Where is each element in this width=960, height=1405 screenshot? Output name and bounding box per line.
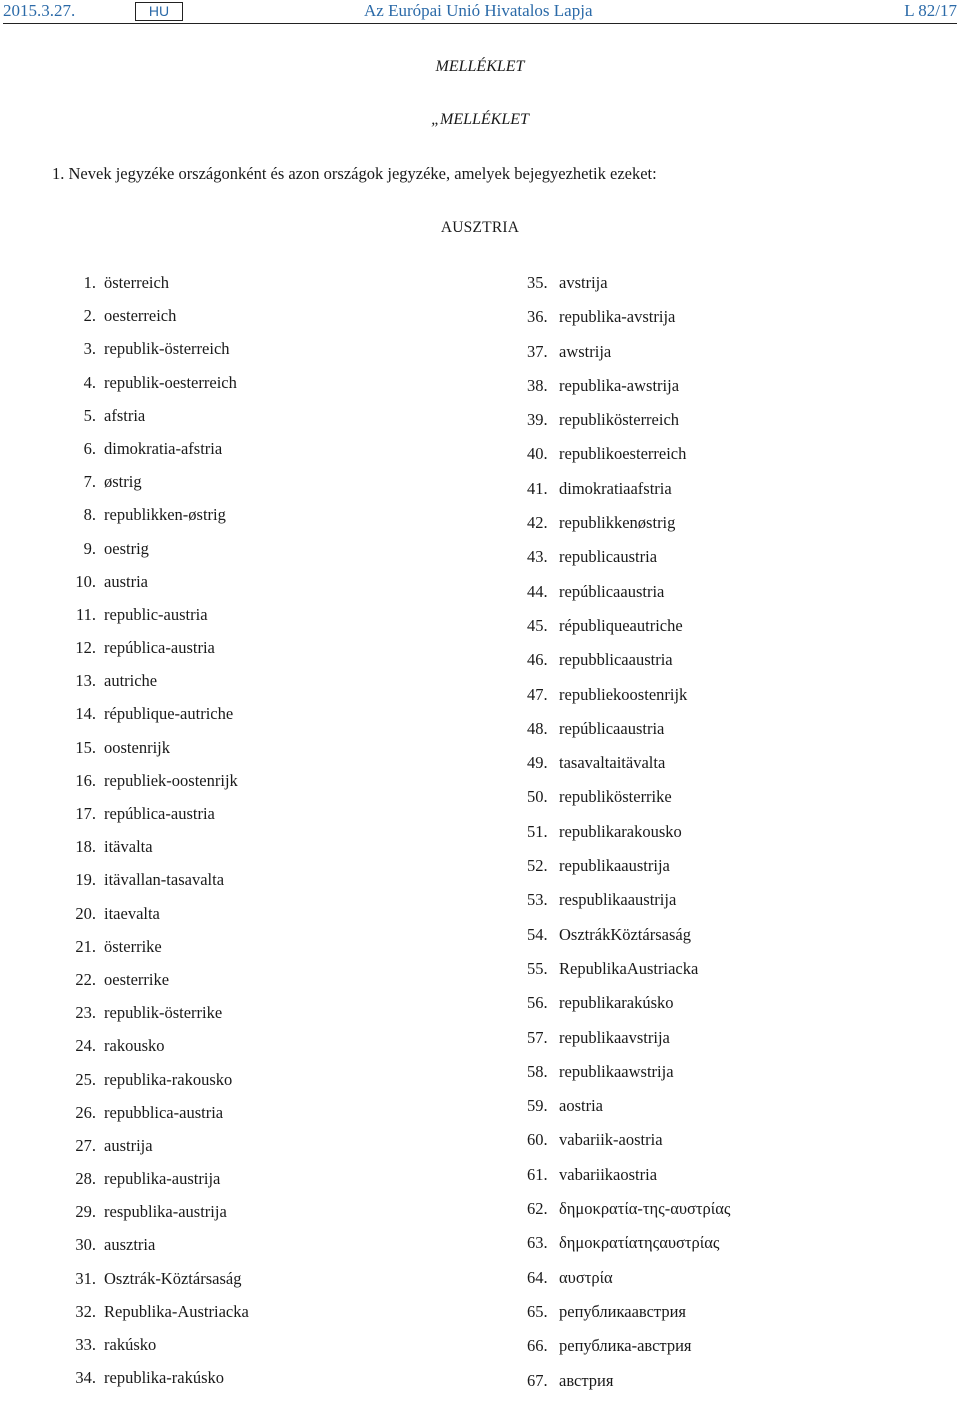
page-header [0, 0, 960, 22]
item-number: 41. [527, 478, 548, 498]
item-name: république-autriche [104, 704, 234, 724]
item-number: 29. [75, 1202, 96, 1222]
journal-title: Az Európai Unió Hivatalos Lapja [364, 1, 593, 20]
item-number: 20. [75, 903, 96, 923]
item-name: vabariik-aostria [559, 1130, 663, 1150]
item-number: 16. [75, 770, 96, 790]
annex-title: MELLÉKLET [435, 58, 525, 75]
item-name: OsztrákKöztársaság [559, 924, 691, 944]
item-name: republikkenøstrig [559, 513, 676, 533]
item-number: 32. [75, 1301, 96, 1321]
annex-subtitle: „MELLÉKLET [431, 111, 529, 128]
item-name: itaevalta [104, 903, 160, 923]
item-number: 56. [527, 993, 548, 1013]
item-name: awstrija [559, 341, 612, 361]
item-name: oesterreich [104, 306, 177, 326]
item-name: respublikaaustrija [559, 890, 677, 910]
item-name: република-австрия [559, 1336, 692, 1356]
item-number: 38. [527, 375, 548, 395]
item-number: 35. [527, 273, 548, 292]
item-name: respublika-austrija [104, 1202, 227, 1222]
item-name: republik-oesterreich [104, 372, 237, 392]
item-number: 31. [75, 1268, 96, 1288]
item-number: 17. [75, 804, 96, 823]
item-name: tasavaltaitävalta [559, 753, 666, 773]
item-name: republikaawstrija [559, 1061, 674, 1081]
item-number: 46. [527, 650, 548, 670]
item-name: österreich [104, 273, 170, 292]
item-number: 61. [527, 1164, 548, 1184]
item-number: 1. [83, 273, 96, 292]
item-name: δημοκρατίατηςαυστρίας [559, 1233, 720, 1253]
item-name: republic-austria [104, 604, 208, 624]
item-name: itävalta [104, 837, 153, 857]
item-number: 18. [75, 837, 96, 857]
item-number: 37. [527, 341, 548, 361]
item-number: 36. [527, 307, 548, 327]
item-number: 5. [83, 405, 96, 425]
item-name: republika-avstrija [559, 307, 676, 327]
publication-date: 2015.3.27. [3, 1, 76, 20]
item-number: 2. [83, 306, 96, 326]
item-name: австрия [559, 1370, 614, 1390]
item-number: 6. [83, 438, 96, 458]
item-name: repubblica-austria [104, 1102, 224, 1122]
item-number: 43. [527, 547, 548, 567]
item-name: Republika-Austriacka [104, 1301, 249, 1321]
item-name: republik-österreich [104, 339, 230, 359]
item-number: 21. [75, 936, 96, 956]
item-name: republika-rakousko [104, 1069, 233, 1089]
item-number: 11. [75, 604, 96, 624]
item-name: dimokratia-afstria [104, 438, 223, 458]
section-heading: 1. Nevek jegyzéke országonként és azon országok jegyzéke, amelyek bejegyezhetik ezeket: [52, 164, 657, 183]
item-name: republika-awstrija [559, 375, 680, 395]
item-name: republika-rakúsko [104, 1368, 225, 1388]
item-name: republikken-østrig [104, 505, 226, 525]
item-name: republicaustria [559, 547, 658, 567]
item-number: 48. [527, 718, 548, 738]
item-name: österrike [104, 936, 162, 956]
item-name: republikarakúsko [559, 993, 674, 1013]
item-number: 12. [75, 638, 96, 658]
item-number: 66. [527, 1336, 548, 1356]
item-number: 52. [527, 856, 548, 876]
item-name: republiekoostenrijk [559, 684, 688, 704]
item-name: ausztria [104, 1235, 156, 1255]
item-name: republikoesterreich [559, 444, 687, 464]
item-name: republikaavstrija [559, 1027, 670, 1047]
item-number: 45. [527, 615, 548, 635]
item-name: républiqueautriche [559, 615, 683, 635]
item-name: δημοκρατία-της-αυστρίας [559, 1199, 731, 1219]
item-name: austrija [104, 1135, 153, 1155]
item-name: republikarakousko [559, 821, 682, 841]
item-name: afstria [104, 405, 146, 425]
item-number: 33. [75, 1335, 96, 1354]
item-number: 60. [527, 1130, 548, 1150]
item-name: oestrig [104, 538, 149, 558]
item-number: 63. [527, 1233, 548, 1253]
item-name: republikösterrike [559, 787, 672, 807]
item-number: 47. [527, 684, 548, 704]
item-number: 23. [75, 1003, 96, 1023]
item-number: 28. [75, 1169, 96, 1189]
item-name: republika-austrija [104, 1169, 221, 1189]
item-name: república-austria [104, 804, 215, 823]
item-name: републикаавстрия [559, 1301, 686, 1321]
item-name: RepublikaAustriacka [559, 958, 699, 978]
item-number: 15. [75, 737, 96, 757]
item-number: 40. [527, 444, 548, 464]
item-name: itävallan-tasavalta [104, 870, 225, 890]
item-number: 14. [75, 704, 96, 724]
item-name: república-austria [104, 638, 215, 658]
item-number: 34. [75, 1368, 96, 1388]
item-number: 49. [527, 753, 548, 773]
item-number: 64. [527, 1267, 548, 1287]
item-number: 30. [75, 1235, 96, 1255]
item-number: 22. [75, 969, 96, 989]
item-number: 13. [75, 671, 96, 691]
item-number: 42. [527, 513, 548, 533]
item-number: 50. [527, 787, 548, 807]
item-number: 58. [527, 1061, 548, 1081]
item-number: 4. [83, 372, 96, 392]
item-name: αυστρία [559, 1267, 613, 1287]
item-name: dimokratiaafstria [559, 478, 672, 498]
item-name: oostenrijk [104, 737, 170, 757]
item-name: republikaaustrija [559, 856, 670, 876]
item-name: Osztrák-Köztársaság [104, 1268, 242, 1288]
item-number: 62. [527, 1199, 548, 1219]
item-number: 3. [83, 339, 96, 359]
item-number: 59. [527, 1096, 548, 1116]
item-name: avstrija [559, 273, 608, 292]
language-badge: HU [135, 2, 183, 21]
item-name: republiek-oostenrijk [104, 770, 238, 790]
item-number: 54. [527, 924, 548, 944]
item-name: republikösterreich [559, 410, 680, 430]
item-name: repúblicaaustria [559, 718, 665, 738]
item-number: 25. [75, 1069, 96, 1089]
item-name: autriche [104, 671, 158, 691]
item-name: republik-österrike [104, 1003, 223, 1023]
item-number: 19. [75, 870, 96, 890]
item-number: 7. [83, 472, 96, 492]
item-name: rakúsko [104, 1335, 157, 1354]
item-number: 65. [527, 1301, 548, 1321]
item-number: 24. [75, 1036, 96, 1056]
item-number: 10. [75, 571, 96, 591]
item-name: oesterrike [104, 969, 170, 989]
item-number: 67. [527, 1370, 548, 1390]
country-heading: AUSZTRIA [440, 219, 520, 236]
item-number: 39. [527, 410, 548, 430]
item-name: austria [104, 571, 148, 591]
item-name: repubblicaaustria [559, 650, 673, 670]
item-name: aostria [559, 1096, 603, 1116]
item-number: 53. [527, 890, 548, 910]
item-number: 51. [527, 821, 548, 841]
header-divider [3, 23, 957, 24]
item-name: vabariikaostria [559, 1164, 658, 1184]
item-number: 57. [527, 1027, 548, 1047]
item-number: 8. [83, 505, 96, 525]
item-number: 26. [75, 1102, 96, 1122]
item-name: østrig [104, 472, 142, 492]
item-number: 44. [527, 581, 548, 601]
item-number: 27. [75, 1135, 96, 1155]
item-name: rakousko [104, 1036, 165, 1056]
item-number: 9. [83, 538, 96, 558]
item-number: 55. [527, 958, 548, 978]
page-number: L 82/17 [904, 1, 957, 20]
item-name: repúblicaaustria [559, 581, 665, 601]
